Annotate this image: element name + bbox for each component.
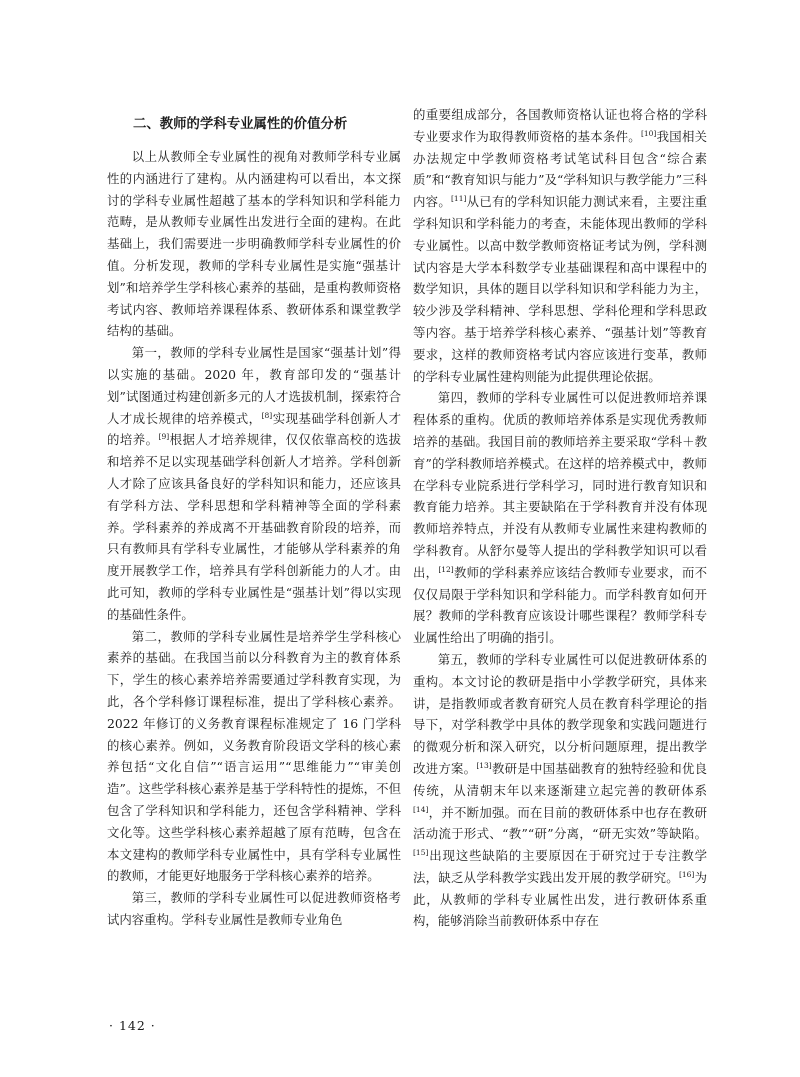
citation-9[interactable]: [9] bbox=[158, 432, 170, 442]
citation-8[interactable]: [8] bbox=[261, 410, 273, 420]
paragraph-fourth: 第四，教师的学科专业属性可以促进教师培养课程体系的重构。优质的教师培养体系是实现优秀教师培养的基础。我国目前的教师培养主要采取“学科＋教育”的学科教师培养模式。在这样的培养模式中，教师在学科专业院系进行学科学习，同时进行教育知识和教育能力培养。其主要缺陷在于学科教育并没有体现教师培养特点，并没有从教师专业属性来建构教师的学科教育。从舒尔曼等人提出的学科教学知识可以看出，[12]教师的学科素养应该结合教师专业要求，而不仅仅局限于学科知识和学科能力。而学科教育如何开展？教师的学科教育应该设计哪些课程？教师学科专业属性给出了明确的指引。 bbox=[413, 390, 708, 646]
citation-13[interactable]: [13] bbox=[476, 760, 492, 770]
citation-14[interactable]: [14] bbox=[413, 804, 429, 814]
right-column bbox=[413, 104, 707, 932]
citation-16[interactable]: [16] bbox=[678, 869, 695, 879]
paragraph-intro: 以上从教师全专业属性的视角对教师学科专业属性的内涵进行了建构。从内涵建构可以看出，本文探讨的学科专业属性超越了基本的学科知识和学科能力范畴，是从教师专业属性出发进行全面的建构。在此基础上，我们需要进一步明确教师学科专业属性的价值。分析发现，教师的学科专业属性是实施“强基计划”和培养学生学科核心素养的基础，是重构教师资格考试内容、教师培养课程体系、教研体系和课堂教学结构的基础。 bbox=[107, 149, 401, 339]
paragraph-third-cont: 的重要组成部分，各国教师资格认证也将合格的学科专业要求作为取得教师资格的基本条件。[10]我国相关办法规定中学教师资格考试笔试科目包含“综合素质”和“教育知识与能力”及“学科知识与教学能力”三科内容。[11]从已有的学科知识能力测试来看，主要注重学科知识和学科能力的考查，未能体现出教师的学科专业属性。以高中数学教师资格证考试为例，学科测试内容是大学本科数学专业基础课程和高中课程中的数学知识，具体的题目以学科知识和学科能力为主，较少涉及学科精神、学科思想、学科伦理和学科思政等内容。基于培养学科核心素养、“强基计划”等教育要求，这样的教师资格考试内容应该进行变革，教师的学科专业属性建构则能为此提供理论依据。 bbox=[413, 107, 708, 384]
paragraph-fifth: 第五，教师的学科专业属性可以促进教研体系的重构。本文讨论的教研是指中小学教学研究，具体来讲，是指教师或者教育研究人员在教育科学理论的指导下，对学科教学中具体的教学现象和实践问题进行的微观分析和深入研究，以分析问题原理，提出教学改进方案。[13]教研是中国基础教育的独特经验和优良传统，从清朝末年以来逐渐建立起完善的教研体系[14]，并不断加强。而在目前的教研体系中也存在教研活动流于形式、“教”“研”分离，“研无实效”等缺陷。[15]出现这些缺陷的主要原因在于研究过于专注教学法，缺乏从学科教学实践出发开展的教学研究。[16]为此，从教师的学科专业属性出发，进行教研体系重构，能够消除当前教研体系中存在 bbox=[413, 651, 708, 929]
citation-10[interactable]: [10] bbox=[640, 128, 657, 138]
section-heading: 二、教师的学科专业属性的价值分析 bbox=[133, 117, 348, 132]
left-column bbox=[107, 114, 401, 931]
paragraph-second: 第二，教师的学科专业属性是培养学生学科核心素养的基础。在我国当前以分科教育为主的教育体系下，学生的核心素养培养需要通过学科教育实现，为此，各个学科修订课程标准，提出了学科核心素养。2022 年修订的义务教育课程标准规定了 16 门学科的核心素养。例如，义务教育阶段语文学科的核心素养包括“文化自信”“语言运用”“思维能力”“审美创造”。这些学科核心素养是基于学科特性的提炼，不但包含了学科知识和学科能力，还包含学科精神、学科文化等。这些学科核心素养超越了原有范畴，包含在本文建构的教师学科专业属性中，具有学科专业属性的教师，才能更好地服务于学科核心素养的培养。 bbox=[107, 628, 401, 884]
paragraph-first: 第一，教师的学科专业属性是国家“强基计划”得以实施的基础。2020 年，教育部印发的“强基计划”试图通过构建创新多元的人才选拔机制，探索符合人才成长规律的培养模式，[8]实现基础学科创新人才的培养。[9]根据人才培养规律，仅仅依靠高校的选拔和培养不足以实现基础学科创新人才培养。学科创新人才除了应该具备良好的学科知识和能力，还应该具有学科方法、学科思想和学科精神等全面的学科素养。学科素养的养成离不开基础教育阶段的培养，而只有教师具有学科专业属性，才能够从学科素养的角度开展教学工作，培养具有学科创新能力的人才。由此可知，教师的学科专业属性是“强基计划”得以实现的基础性条件。 bbox=[107, 345, 402, 622]
citation-12[interactable]: [12] bbox=[438, 564, 454, 574]
citation-11[interactable]: [11] bbox=[451, 194, 467, 204]
paragraph-third-start: 第三，教师的学科专业属性可以促进教师资格考试内容重构。学科专业属性是教师专业角色 bbox=[107, 890, 401, 927]
citation-15[interactable]: [15] bbox=[413, 848, 429, 858]
page-number: · 142 · bbox=[109, 1018, 156, 1033]
